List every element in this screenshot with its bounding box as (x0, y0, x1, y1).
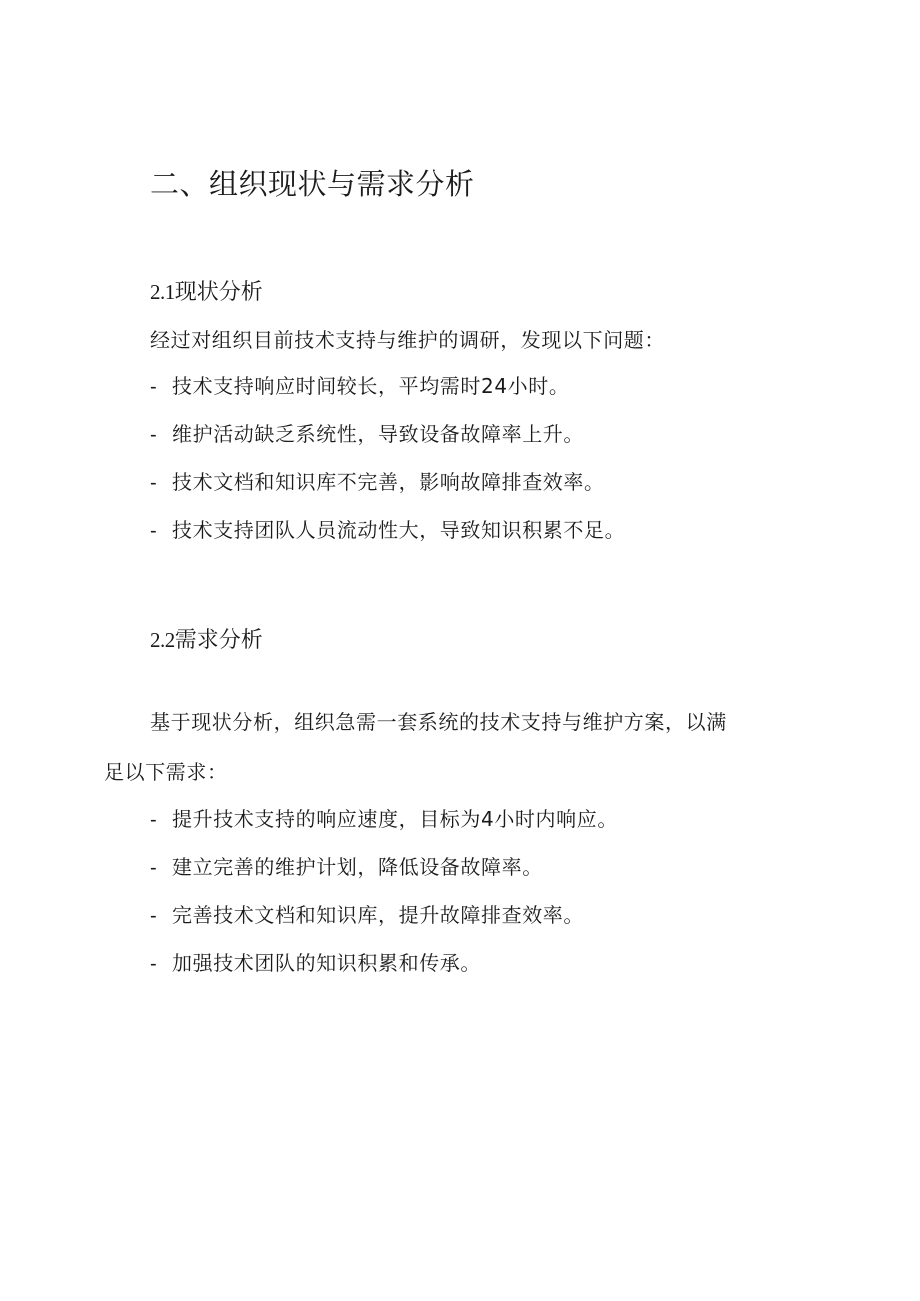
list-item-text: 完善技术文档和知识库，提升故障排查效率。 (172, 903, 584, 927)
list-bullet: - (150, 809, 158, 831)
list-item (150, 803, 618, 851)
list-item-text: 技术支持团队人员流动性大，导致知识积累不足。 (172, 518, 626, 542)
section-title: 需求分析 (174, 628, 263, 653)
list-item (150, 370, 625, 418)
list-item-text: 提升技术支持的响应速度，目标为4小时内响应。 (172, 807, 618, 831)
section-intro-paragraph-line2: 足以下需求： (104, 760, 228, 784)
list-item-text: 技术支持响应时间较长，平均需时24小时。 (172, 374, 570, 398)
section-intro-paragraph-line1: 基于现状分析，组织急需一套系统的技术支持与维护方案，以满 (150, 710, 727, 734)
section-heading-2-2 (150, 624, 263, 657)
list-bullet: - (150, 953, 158, 975)
list-item-text: 建立完善的维护计划，降低设备故障率。 (172, 855, 543, 879)
issue-list (150, 370, 625, 562)
list-item (150, 466, 625, 514)
section-number: 2.2 (150, 628, 175, 652)
list-item (150, 899, 618, 947)
list-item (150, 851, 618, 899)
list-item-text: 维护活动缺乏系统性，导致设备故障率上升。 (172, 422, 584, 446)
list-item-text: 技术文档和知识库不完善，影响故障排查效率。 (172, 470, 605, 494)
requirement-list (150, 803, 618, 995)
list-bullet: - (150, 472, 158, 494)
list-bullet: - (150, 376, 158, 398)
list-item-text: 加强技术团队的知识积累和传承。 (172, 951, 481, 975)
list-bullet: - (150, 857, 158, 879)
section-heading-2-1 (150, 276, 263, 309)
list-item (150, 418, 625, 466)
section-title: 现状分析 (174, 280, 263, 305)
section-intro-paragraph: 经过对组织目前技术支持与维护的调研，发现以下问题： (150, 328, 665, 352)
list-item (150, 947, 618, 995)
chapter-title: 二、组织现状与需求分析 (150, 167, 475, 201)
list-item (150, 514, 625, 562)
list-bullet: - (150, 905, 158, 927)
list-bullet: - (150, 520, 158, 542)
list-bullet: - (150, 424, 158, 446)
section-number: 2.1 (150, 280, 175, 304)
